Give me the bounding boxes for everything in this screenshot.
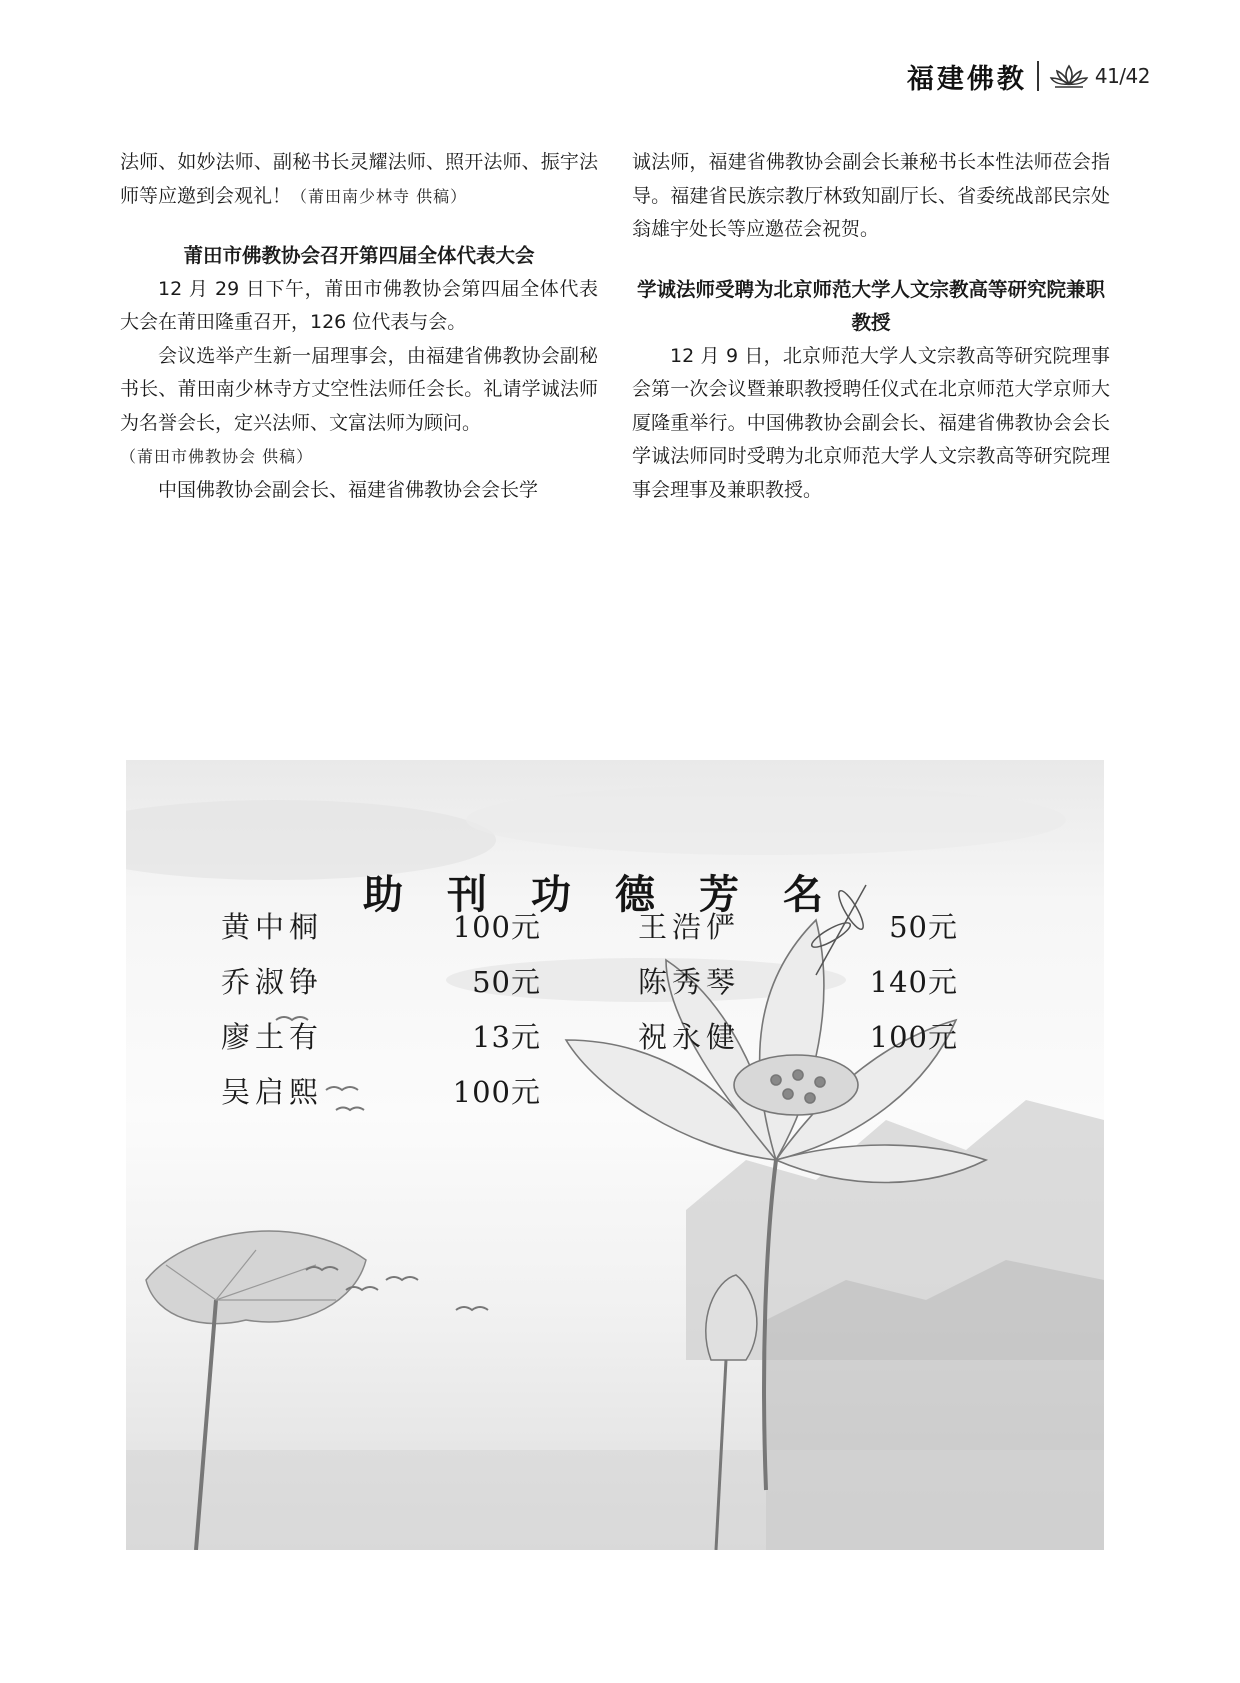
article-paragraph: 12 月 9 日，北京师范大学人文宗教高等研究院理事会第一次会议暨兼职教授聘任仪式在北京师范大学京师大厦隆重举行。中国佛教协会副会长、福建省佛教协会会长学诚法师同时受聘为北京师范大学人文宗教高等研究院理事会理事及兼职教授。 [632, 344, 1110, 501]
page-header [907, 58, 1150, 94]
header-divider [1037, 61, 1039, 91]
lotus-logo-icon [1049, 62, 1089, 90]
donor-amount: 100元 [452, 1075, 541, 1109]
donor-name: 乔淑铮 [221, 965, 324, 999]
donor-name: 廖土有 [221, 1020, 324, 1054]
article-paragraph: 中国佛教协会副会长、福建省佛教协会会长学 [158, 478, 539, 501]
donor-name: 黄中桐 [221, 910, 324, 944]
donor-row [221, 1070, 541, 1114]
donor-amount: 13元 [472, 1020, 541, 1054]
donor-row [638, 1015, 958, 1059]
source-credit: （莆田市佛教协会 供稿） [120, 447, 314, 466]
donor-row [221, 905, 541, 949]
donor-panel [126, 760, 1104, 1550]
donor-name: 王浩俨 [638, 910, 741, 944]
donor-amount: 50元 [472, 965, 541, 999]
donor-name: 祝永健 [638, 1020, 741, 1054]
right-column [632, 146, 1110, 507]
continued-paragraph: 法师、如妙法师、副秘书长灵耀法师、照开法师、振宇法师等应邀到会观礼！（莆田南少林寺 供稿） [120, 151, 598, 207]
donor-row [638, 905, 958, 949]
donor-row [638, 960, 958, 1004]
donor-title: 助刊功德芳名 [363, 871, 867, 918]
article-paragraph: 12 月 29 日下午，莆田市佛教协会第四届全体代表大会在莆田隆重召开，126 位代表与会。 [120, 277, 598, 333]
continued-paragraph: 诚法师，福建省佛教协会副会长兼秘书长本性法师莅会指导。福建省民族宗教厅林致知副厅长、省委统战部民宗处翁雄宇处长等应邀莅会祝贺。 [632, 151, 1110, 240]
donor-name: 陈秀琴 [638, 965, 741, 999]
donor-amount: 50元 [889, 910, 958, 944]
article-paragraph: 会议选举产生新一届理事会，由福建省佛教协会副秘书长、莆田南少林寺方丈空性法师任会长。礼请学诚法师为名誉会长，定兴法师、文富法师为顾问。 [120, 344, 598, 434]
donor-amount: 140元 [869, 965, 958, 999]
page-number: 41/42 [1094, 64, 1150, 88]
left-column [120, 146, 598, 507]
donor-amount: 100元 [452, 910, 541, 944]
source-credit: （莆田南少林寺 供稿） [291, 186, 468, 206]
donor-amount: 100元 [869, 1020, 958, 1054]
article-title: 学诚法师受聘为北京师范大学人文宗教高等研究院兼职教授 [636, 277, 1105, 334]
magazine-title: 福建佛教 [906, 63, 1027, 95]
donor-row [221, 960, 541, 1004]
article-title: 莆田市佛教协会召开第四届全体代表大会 [183, 244, 535, 267]
donor-name: 吴启熙 [221, 1075, 324, 1109]
donor-row [221, 1015, 541, 1059]
